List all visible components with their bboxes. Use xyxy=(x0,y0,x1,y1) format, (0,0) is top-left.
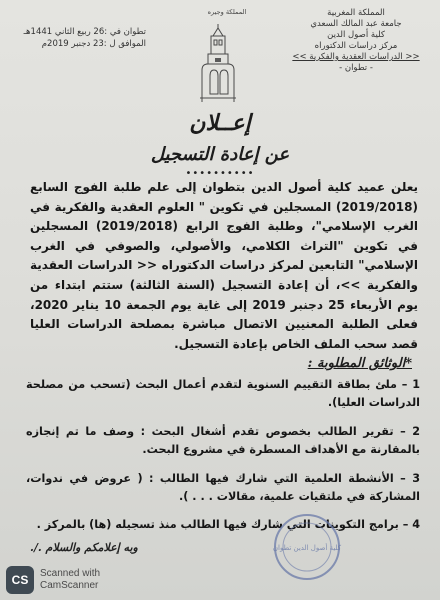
announcement-paragraph: يعلن عميد كلية أصول الدين بتطوان إلى علم طلبة الفوج السابع (2019/2018) المسجلين في تكوين " العلوم العقدية والفكرية في الغرب الإسلامي"، وطلبة الفوج الرابع (2019/2018) المسجلين في تكوين "التراث الكلامي، والأصولي، والصوفي في الغرب الإسلامي" التابعين لمركز دراسات الدكتوراه << الدراسات العقدية والفكرية >>، أن إعادة التسجيل (السنة الثالثة) ستتم ابتداء من يوم الأربعاء 25 دجنبر 2019 إلى غاية يوم الجمعة 10 يناير 2020، فعلى الطلبة المعنيين الاتصال مباشرة بمصلحة الدراسات العليا قصد سحب الملف الخاص بإعادة التسجيل. xyxy=(30,180,419,351)
date-gregorian: الموافق ل :23 دجنبر 2019م xyxy=(41,39,146,49)
camscanner-label: CamScanner xyxy=(40,580,99,591)
header-motto: المملكة وجيره xyxy=(207,8,247,16)
header-university: جامعة عبد المالك السعدي xyxy=(310,19,402,29)
header-faculty: كلية أصول الدين xyxy=(327,30,385,40)
scanned-with-label: Scanned with xyxy=(40,568,101,579)
document-item-1: 1 – ملئ بطاقة التقييم السنوية لتقدم أعمال البحث (تسحب من مصلحة الدراسات العليا). xyxy=(26,378,420,410)
camscanner-text xyxy=(40,568,100,592)
required-documents-heading: *الوثائق المطلوبة : xyxy=(307,356,412,371)
announcement-subtitle: عن إعادة التسجيل xyxy=(150,144,290,165)
official-stamp-icon xyxy=(272,512,342,582)
institution-header xyxy=(286,8,426,74)
date-block xyxy=(16,26,146,50)
announcement-body xyxy=(30,178,418,354)
document-item-2: 2 – تقرير الطالب بخصوص تقدم أشغال البحث : وصف ما تم إنجازه بالمقارنة مع الأهداف المسطرة في مشروع البحث. xyxy=(26,424,420,457)
camscanner-logo-icon: CS xyxy=(6,566,34,594)
document-item-3: 3 – الأنشطة العلمية التي شارك فيها الطالب : ( عروض في ندوات، المشاركة في ملتقيات علمية، مقالات . . . ). xyxy=(26,471,420,504)
closing-line: وبه إعلامكم والسلام ./. xyxy=(30,541,138,554)
title-ornament: •••••••••• xyxy=(185,168,255,179)
mosque-minaret-emblem-icon xyxy=(196,24,240,102)
camscanner-watermark xyxy=(0,560,120,600)
header-program: << الدراسات العقدية والفكرية >> xyxy=(292,52,420,62)
header-center: مركز دراسات الدكتوراه xyxy=(314,41,398,51)
header-city: - تطوان - xyxy=(339,63,373,73)
document-item-4: 4 – برامج التكوينات التي شارك فيها الطالب منذ تسجيله (ها) بالمركز . xyxy=(36,518,420,532)
required-documents-list xyxy=(26,376,420,545)
date-hijri: تطوان في :26 ربيع الثاني 1441هـ xyxy=(23,27,146,37)
announcement-title: إعــلان xyxy=(189,110,251,136)
stamp-text: كلية أصول الدين تطوان xyxy=(272,544,342,552)
header-kingdom: المملكة المغربية xyxy=(327,8,385,18)
